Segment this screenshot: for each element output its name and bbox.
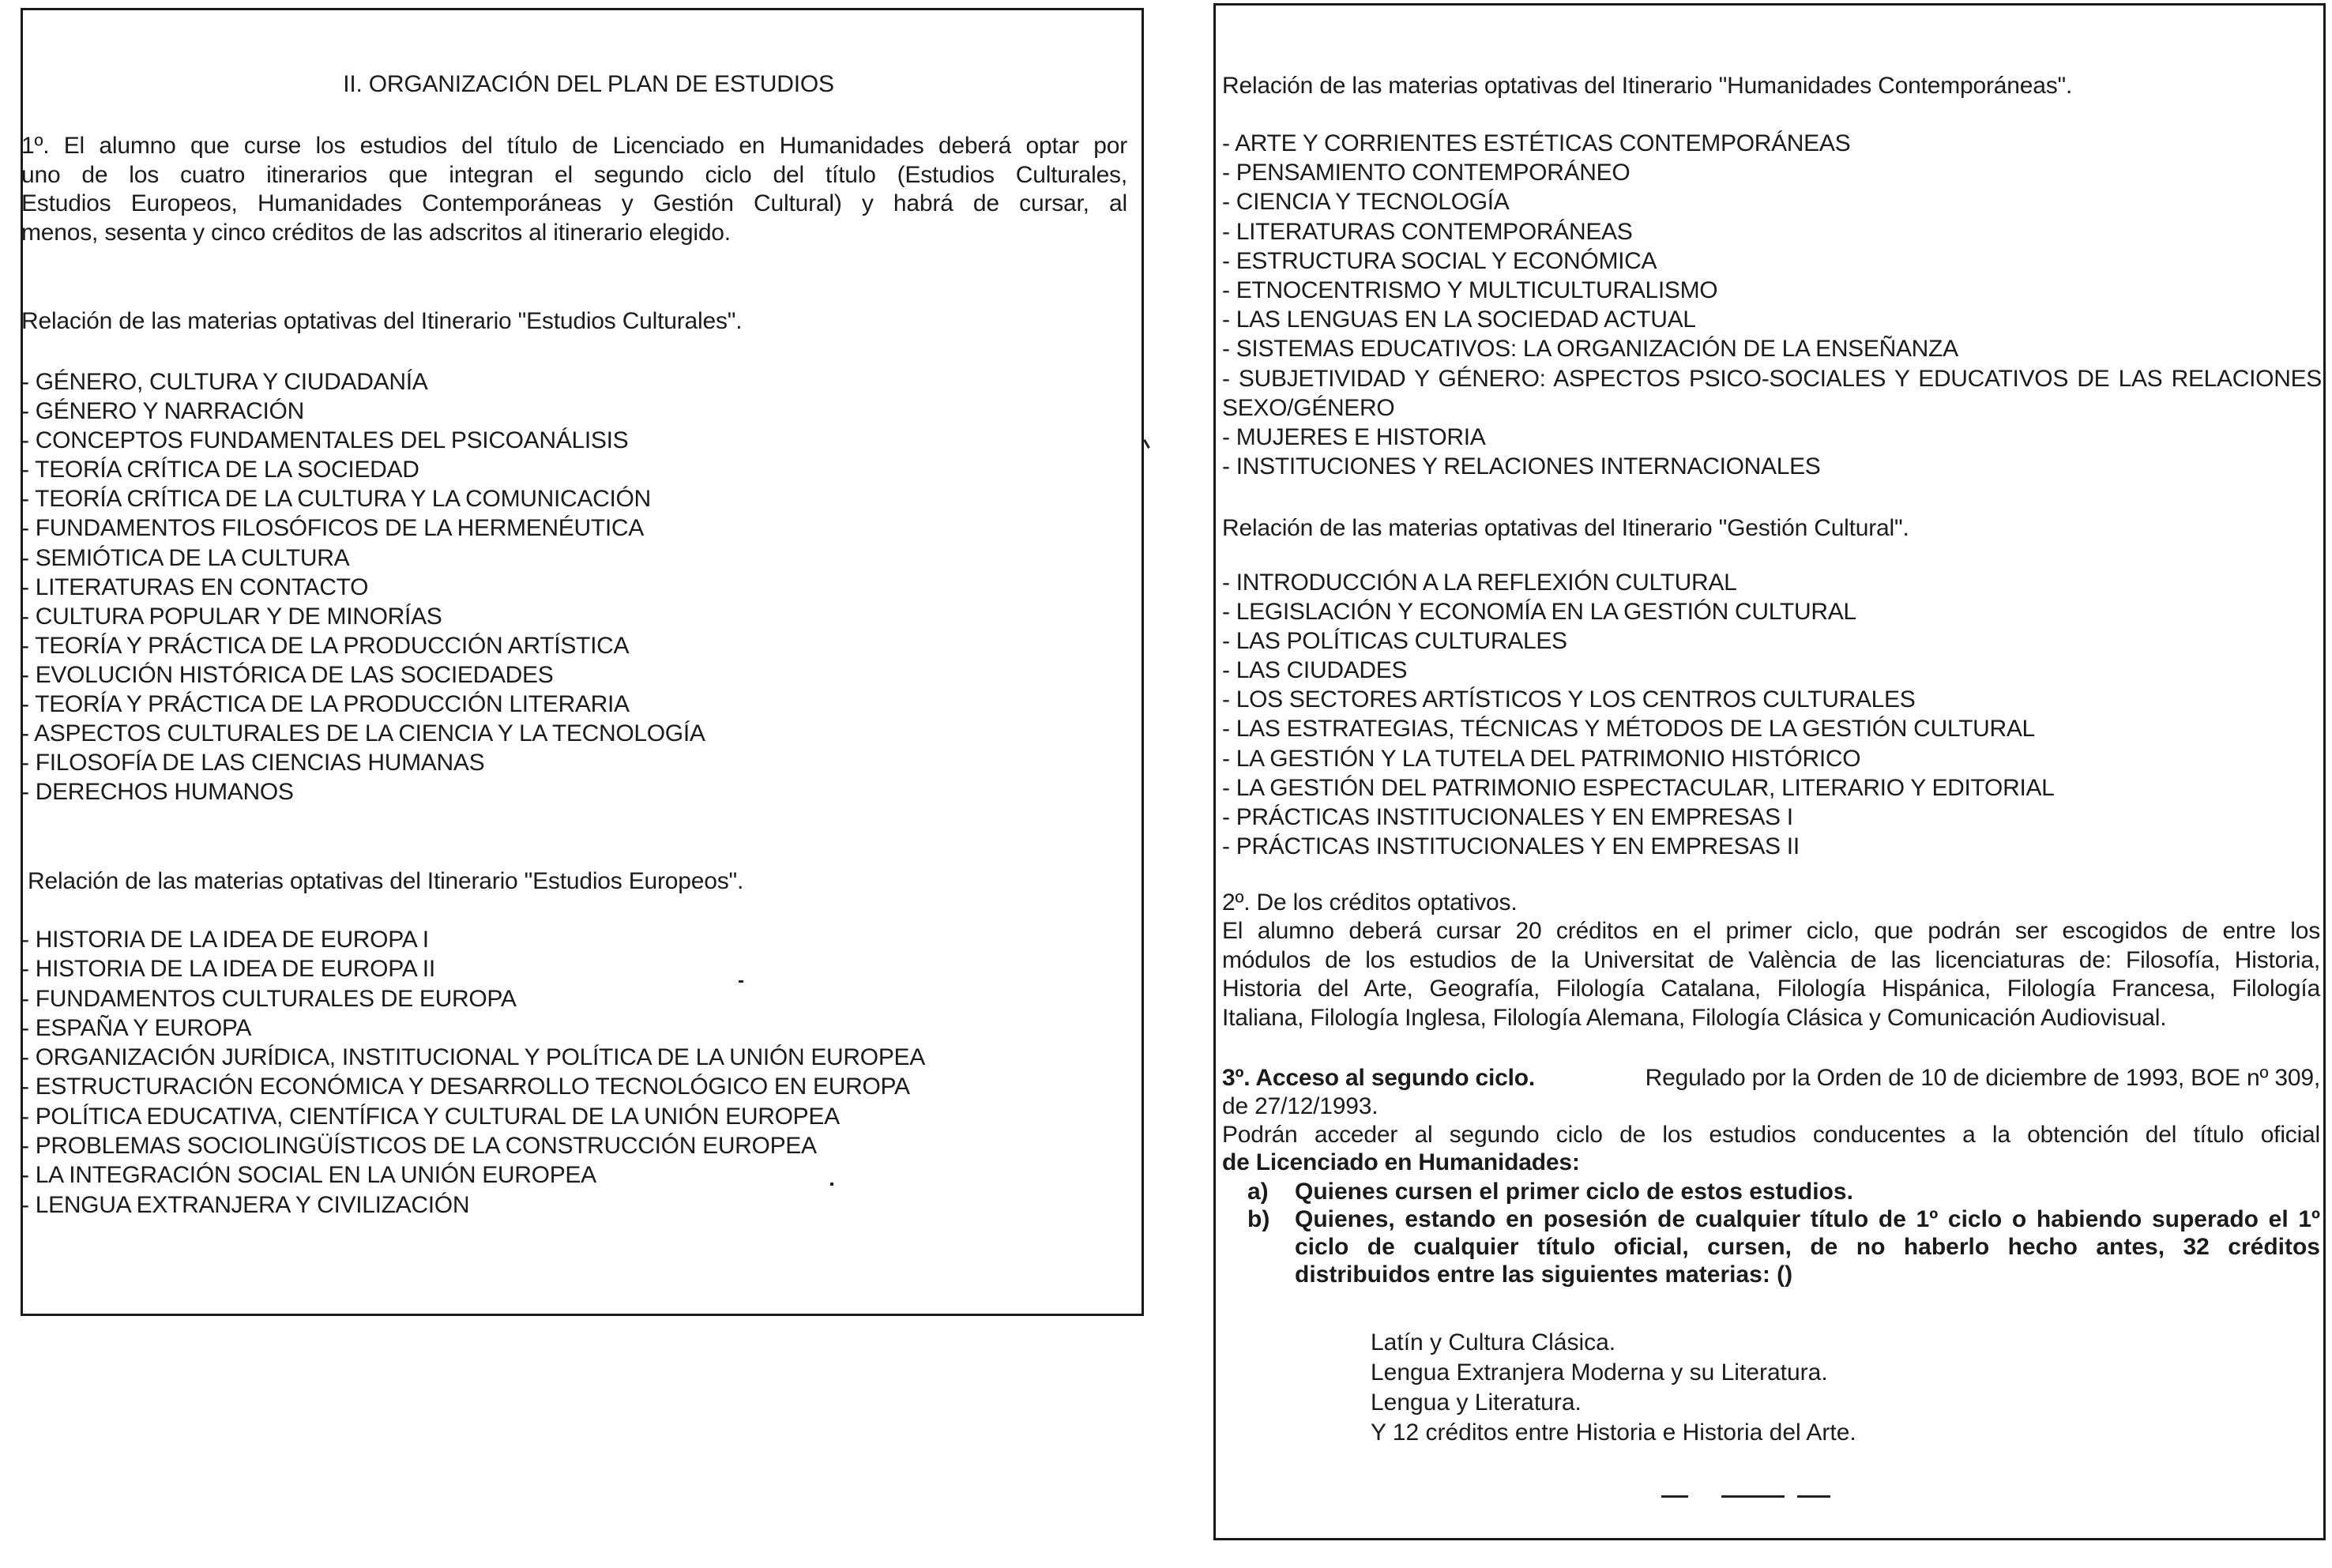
list-item: - PRÁCTICAS INSTITUCIONALES Y EN EMPRESAS II: [1222, 833, 1800, 859]
acceso-line2: de 27/12/1993.: [1222, 1093, 1379, 1119]
list-item: SEXO/GÉNERO: [1222, 394, 1395, 421]
list-item: - CONCEPTOS FUNDAMENTALES DEL PSICOANÁLISIS: [21, 427, 629, 454]
condition-text: [1295, 1178, 2320, 1205]
list-item: - LAS POLÍTICAS CULTURALES: [1222, 628, 1567, 655]
condition-text-line: distribuidos entre las siguientes materias: (): [1295, 1262, 1793, 1288]
list-item: - TEORÍA Y PRÁCTICA DE LA PRODUCCIÓN ARTÍSTICA: [21, 632, 630, 659]
intro-line: uno de los cuatro itinerarios que integran el segundo ciclo del título (Estudios Culturales,: [21, 161, 1127, 188]
creditos-paragraph: [1222, 917, 2320, 1032]
creditos-line: módulos de los estudios de la Universitat de València de las licenciaturas de: Filosofía, Historia,: [1222, 946, 2320, 973]
scan-speck: [1143, 439, 1150, 449]
list-item: - LAS LENGUAS EN LA SOCIEDAD ACTUAL: [1222, 306, 1696, 333]
condition-marker: a): [1247, 1179, 1269, 1205]
list-item: - LA GESTIÓN Y LA TUTELA DEL PATRIMONIO HISTÓRICO: [1222, 745, 1861, 772]
condition-text: [1295, 1205, 2320, 1288]
list-item: - FILOSOFÍA DE LAS CIENCIAS HUMANAS: [21, 750, 485, 776]
list-item: - LITERATURAS EN CONTACTO: [21, 573, 369, 600]
list-item: - INSTITUCIONES Y RELACIONES INTERNACIONALES: [1222, 453, 1821, 480]
acceso-regulation: Regulado por la Orden de 10 de diciembre de 1993, BOE nº 309,: [1645, 1065, 2320, 1091]
list-item: - ESTRUCTURA SOCIAL Y ECONÓMICA: [1222, 247, 1657, 274]
condition-a: [1247, 1178, 2320, 1205]
estudios-culturales-heading: Relación de las materias optativas del Itinerario "Estudios Culturales".: [21, 308, 743, 334]
scan-speck: [739, 980, 743, 983]
list-item: - LOS SECTORES ARTÍSTICOS Y LOS CENTROS CULTURALES: [1222, 686, 1916, 713]
list-item: - POLÍTICA EDUCATIVA, CIENTÍFICA Y CULTURAL DE LA UNIÓN EUROPEA: [21, 1103, 840, 1130]
creditos-heading: 2º. De los créditos optativos.: [1222, 889, 1518, 916]
right-document-page: [1213, 3, 2326, 1540]
list-item: - FUNDAMENTOS FILOSÓFICOS DE LA HERMENÉUTICA: [21, 515, 645, 542]
condition-text-line: Quienes, estando en posesión de cualquier título de 1º ciclo o habiendo superado el 1º: [1295, 1206, 2320, 1232]
scan-dash: [1721, 1495, 1785, 1498]
list-item: - LA GESTIÓN DEL PATRIMONIO ESPECTACULAR, LITERARIO Y EDITORIAL: [1222, 774, 2055, 801]
intro-line: menos, sesenta y cinco créditos de las adscritos al itinerario elegido.: [21, 219, 731, 246]
condition-b: [1247, 1205, 2320, 1288]
list-item: - SUBJETIVIDAD Y GÉNERO: ASPECTOS PSICO-SOCIALES Y EDUCATIVOS DE LAS RELACIONES: [1222, 365, 2322, 392]
scan-dash: [1661, 1495, 1688, 1498]
humanidades-list: [1222, 129, 2322, 481]
creditos-line: Historia del Arte, Geografía, Filología Catalana, Filología Hispánica, Filología Francesa, Filología: [1222, 976, 2320, 1002]
list-item: - PROBLEMAS SOCIOLINGÜÍSTICOS DE LA CONSTRUCCIÓN EUROPEA: [21, 1133, 817, 1160]
list-item: - CULTURA POPULAR Y DE MINORÍAS: [21, 603, 442, 630]
list-item: - LA INTEGRACIÓN SOCIAL EN LA UNIÓN EUROPEA: [21, 1162, 596, 1189]
list-item: - TEORÍA CRÍTICA DE LA SOCIEDAD: [21, 457, 419, 483]
plan-title: II. ORGANIZACIÓN DEL PLAN DE ESTUDIOS: [343, 71, 834, 97]
list-item: - FUNDAMENTOS CULTURALES DE EUROPA: [21, 985, 517, 1012]
list-item: - PENSAMIENTO CONTEMPORÁNEO: [1222, 160, 1631, 186]
list-item: - LAS ESTRATEGIAS, TÉCNICAS Y MÉTODOS DE LA GESTIÓN CULTURAL: [1222, 716, 2035, 743]
list-item: - PRÁCTICAS INSTITUCIONALES Y EN EMPRESAS I: [1222, 803, 1793, 830]
scan-speck: [830, 1183, 833, 1186]
list-item: - ARTE Y CORRIENTES ESTÉTICAS CONTEMPORÁNEAS: [1222, 130, 1851, 156]
intro-line: Estudios Europeos, Humanidades Contemporáneas y Gestión Cultural) y habrá de cursar, al: [21, 190, 1127, 216]
estudios-culturales-list: [21, 367, 705, 807]
condition-text-line: ciclo de cualquier título oficial, cursen, de no haberlo hecho antes, 32 créditos: [1295, 1234, 2320, 1260]
list-item: - ORGANIZACIÓN JURÍDICA, INSTITUCIONAL Y POLÍTICA DE LA UNIÓN EUROPEA: [21, 1044, 925, 1071]
subject-item: Y 12 créditos entre Historia e Historia del Arte.: [1371, 1419, 1856, 1446]
subject-item: Lengua Extranjera Moderna y su Literatura.: [1371, 1359, 1828, 1386]
list-item: - SISTEMAS EDUCATIVOS: LA ORGANIZACIÓN DE LA ENSEÑANZA: [1222, 336, 1958, 363]
list-item: - EVOLUCIÓN HISTÓRICA DE LAS SOCIEDADES: [21, 661, 554, 688]
acceso-intro: [1222, 1121, 2320, 1176]
access-subjects-list: [1371, 1328, 1856, 1448]
list-item: - GÉNERO Y NARRACIÓN: [21, 398, 304, 425]
list-item: - INTRODUCCIÓN A LA REFLEXIÓN CULTURAL: [1222, 570, 1737, 596]
creditos-line: El alumno deberá cursar 20 créditos en el primer ciclo, que podrán ser escogidos de entre los: [1222, 918, 2320, 944]
list-item: - ASPECTOS CULTURALES DE LA CIENCIA Y LA TECNOLOGÍA: [21, 720, 705, 747]
acceso-heading: 3º. Acceso al segundo ciclo.: [1222, 1065, 1536, 1091]
acceso-intro-line: de Licenciado en Humanidades:: [1222, 1149, 1580, 1175]
creditos-line: Italiana, Filología Inglesa, Filología Alemana, Filología Clásica y Comunicación Audiovisual.: [1222, 1004, 2167, 1031]
list-item: - ESPAÑA Y EUROPA: [21, 1014, 252, 1041]
list-item: - ESTRUCTURACIÓN ECONÓMICA Y DESARROLLO TECNOLÓGICO EN EUROPA: [21, 1074, 910, 1100]
list-item: - CIENCIA Y TECNOLOGÍA: [1222, 189, 1510, 216]
access-conditions-list: [1247, 1178, 2320, 1288]
list-item: - SEMIÓTICA DE LA CULTURA: [21, 544, 350, 571]
estudios-europeos-list: [21, 925, 925, 1220]
list-item: - TEORÍA Y PRÁCTICA DE LA PRODUCCIÓN LITERARIA: [21, 691, 630, 718]
list-item: - HISTORIA DE LA IDEA DE EUROPA I: [21, 927, 429, 953]
list-item: - GÉNERO, CULTURA Y CIUDADANÍA: [21, 369, 428, 395]
subject-item: Lengua y Literatura.: [1371, 1389, 1582, 1416]
humanidades-heading: Relación de las materias optativas del Itinerario "Humanidades Contemporáneas".: [1222, 73, 2073, 99]
list-item: - MUJERES E HISTORIA: [1222, 424, 1486, 451]
scan-dash: [1797, 1495, 1830, 1498]
subject-item: Latín y Cultura Clásica.: [1371, 1329, 1616, 1356]
condition-text-line: Quienes cursen el primer ciclo de estos estudios.: [1295, 1179, 1853, 1205]
list-item: - TEORÍA CRÍTICA DE LA CULTURA Y LA COMUNICACIÓN: [21, 486, 651, 513]
list-item: - HISTORIA DE LA IDEA DE EUROPA II: [21, 956, 435, 983]
gestion-heading: Relación de las materias optativas del Itinerario "Gestión Cultural".: [1222, 515, 1909, 541]
list-item: - LAS CIUDADES: [1222, 657, 1408, 684]
left-document-page: [21, 8, 1144, 1316]
list-item: - LENGUA EXTRANJERA Y CIVILIZACIÓN: [21, 1191, 470, 1218]
list-item: - LEGISLACIÓN Y ECONOMÍA EN LA GESTIÓN CULTURAL: [1222, 599, 1856, 626]
acceso-line1: [1222, 1064, 2320, 1092]
intro-line: 1º. El alumno que curse los estudios del título de Licenciado en Humanidades deberá optar por: [21, 133, 1127, 159]
list-item: - DERECHOS HUMANOS: [21, 779, 294, 806]
list-item: - LITERATURAS CONTEMPORÁNEAS: [1222, 218, 1633, 245]
gestion-list: [1222, 568, 2055, 861]
acceso-intro-line: Podrán acceder al segundo ciclo de los estudios conducentes a la obtención del título oficial: [1222, 1122, 2320, 1148]
intro-paragraph: [21, 132, 1127, 247]
list-item: - ETNOCENTRISMO Y MULTICULTURALISMO: [1222, 277, 1718, 304]
estudios-europeos-heading: Relación de las materias optativas del Itinerario "Estudios Europeos".: [28, 868, 744, 894]
condition-marker: b): [1247, 1206, 1270, 1232]
